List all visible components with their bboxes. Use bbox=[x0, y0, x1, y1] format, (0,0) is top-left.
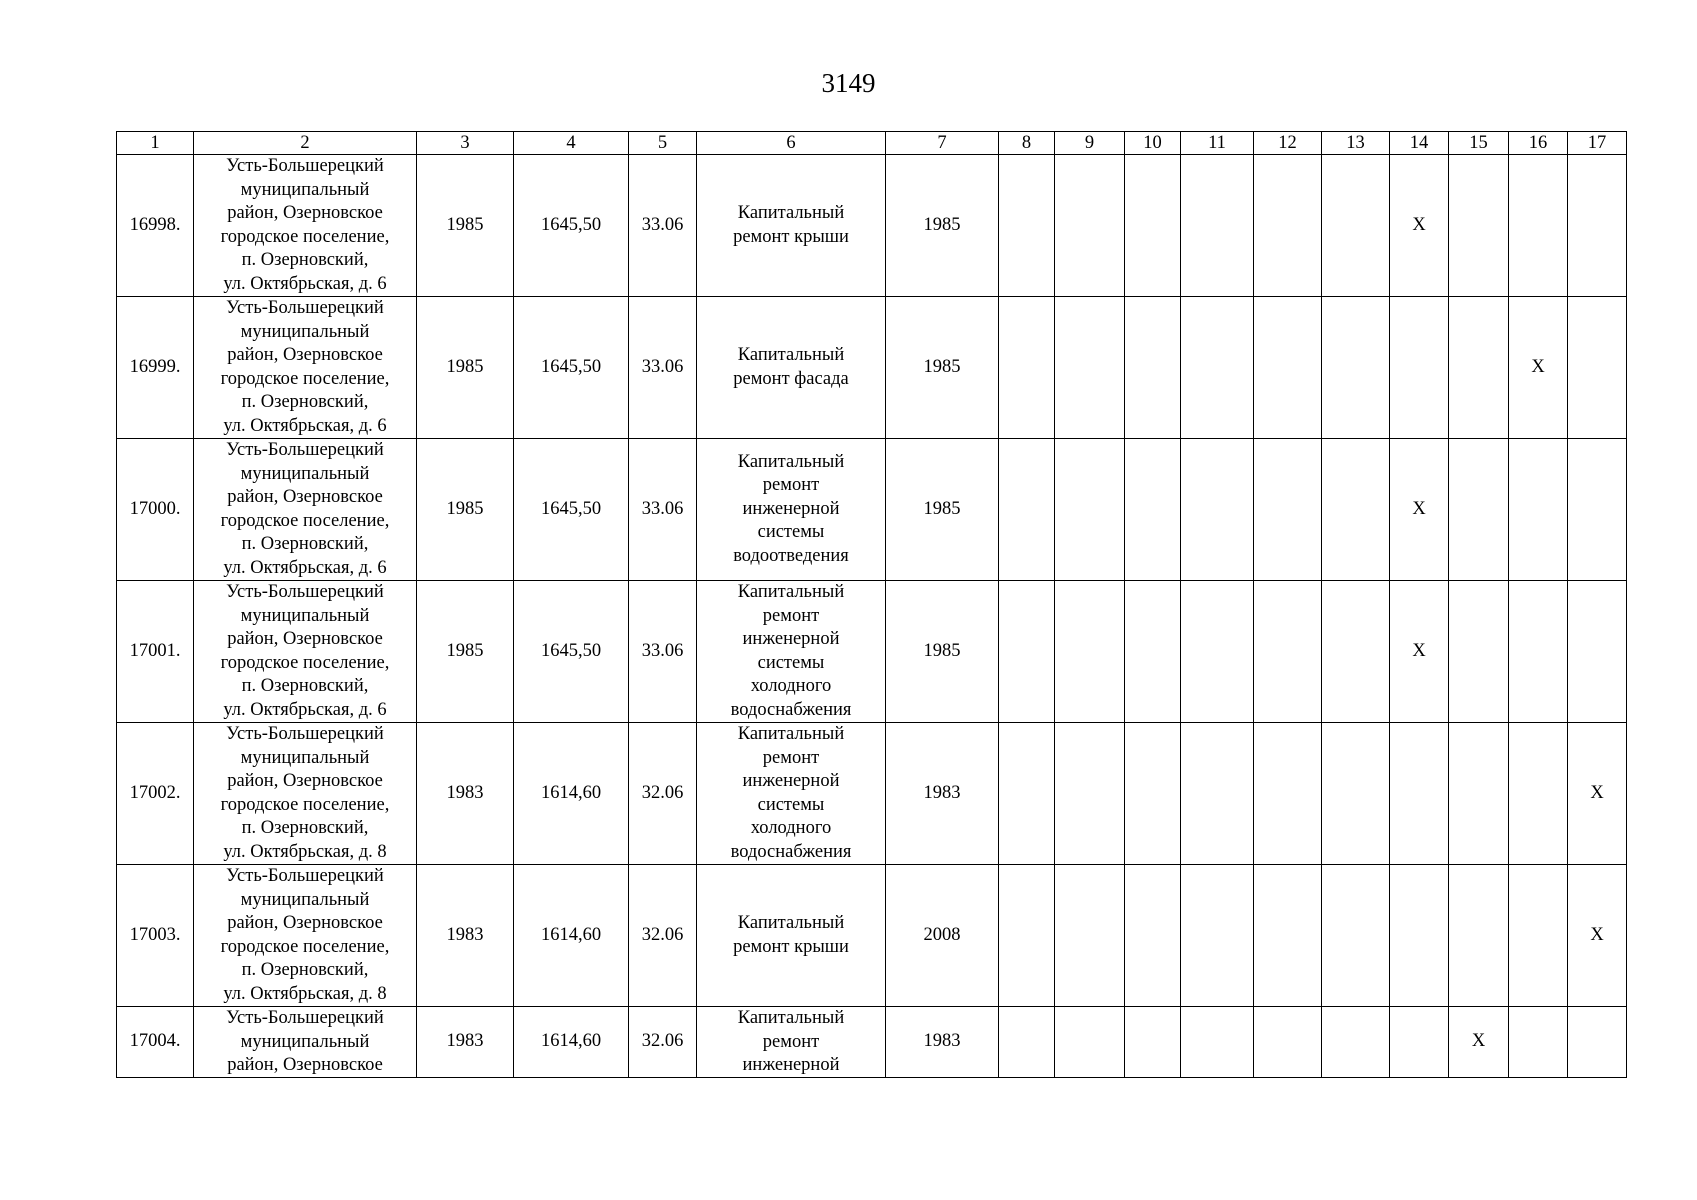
code-text: 32.06 bbox=[641, 924, 684, 945]
col15-cell bbox=[1449, 297, 1509, 439]
table-row bbox=[117, 439, 1627, 581]
code-cell bbox=[629, 297, 697, 439]
work-type-text: Капитальный ремонт инженерной системы водоотведения bbox=[733, 451, 849, 566]
build-year-cell bbox=[417, 865, 514, 1007]
row-number-text: 17000. bbox=[129, 498, 181, 519]
col10-cell bbox=[1125, 297, 1181, 439]
col16-cell bbox=[1509, 439, 1568, 581]
code-text: 32.06 bbox=[641, 782, 684, 803]
col9-cell bbox=[1055, 723, 1125, 865]
code-text: 33.06 bbox=[641, 640, 684, 661]
table-row bbox=[117, 1007, 1627, 1078]
column-header: 17 bbox=[1568, 132, 1627, 155]
year-cell bbox=[886, 1007, 999, 1078]
col16-text: Х bbox=[1531, 356, 1545, 377]
work-type-cell bbox=[697, 155, 886, 297]
build-year-text: 1985 bbox=[446, 640, 484, 661]
col10-cell bbox=[1125, 1007, 1181, 1078]
area-text: 1614,60 bbox=[540, 782, 602, 803]
col13-cell bbox=[1322, 581, 1390, 723]
col8-cell bbox=[999, 581, 1055, 723]
col11-cell bbox=[1181, 581, 1254, 723]
area-cell bbox=[514, 439, 629, 581]
col16-cell bbox=[1509, 723, 1568, 865]
col10-cell bbox=[1125, 155, 1181, 297]
work-type-text: Капитальный ремонт фасада bbox=[733, 345, 849, 389]
row-number-text: 17003. bbox=[129, 924, 181, 945]
code-cell bbox=[629, 581, 697, 723]
address-text: Усть-Большерецкий муниципальный район, Озерновское городское поселение, п. Озерновский, ул. Октябрьская, д. 8 bbox=[220, 724, 390, 862]
row-number-text: 16998. bbox=[129, 214, 181, 235]
col8-cell bbox=[999, 723, 1055, 865]
year-cell bbox=[886, 155, 999, 297]
address-text: Усть-Большерецкий муниципальный район, Озерновское городское поселение, п. Озерновский, ул. Октябрьская, д. 6 bbox=[220, 440, 390, 578]
col16-cell bbox=[1509, 1007, 1568, 1078]
col14-cell bbox=[1390, 723, 1449, 865]
build-year-text: 1983 bbox=[446, 924, 484, 945]
col14-text: Х bbox=[1412, 640, 1426, 661]
build-year-text: 1985 bbox=[446, 356, 484, 377]
col15-cell bbox=[1449, 1007, 1509, 1078]
area-text: 1645,50 bbox=[540, 498, 602, 519]
col10-cell bbox=[1125, 865, 1181, 1007]
col13-cell bbox=[1322, 865, 1390, 1007]
col14-text: Х bbox=[1412, 214, 1426, 235]
page-number: 3149 bbox=[821, 68, 876, 98]
column-header: 5 bbox=[629, 132, 697, 155]
col17-cell bbox=[1568, 723, 1627, 865]
column-header: 8 bbox=[999, 132, 1055, 155]
col11-cell bbox=[1181, 155, 1254, 297]
col9-cell bbox=[1055, 1007, 1125, 1078]
build-year-cell bbox=[417, 439, 514, 581]
column-header: 1 bbox=[117, 132, 194, 155]
year-text: 1983 bbox=[923, 782, 961, 803]
col12-cell bbox=[1254, 723, 1322, 865]
row-number-text: 17001. bbox=[129, 640, 181, 661]
address-cell bbox=[194, 1007, 417, 1078]
row-number-cell bbox=[117, 865, 194, 1007]
address-cell bbox=[194, 297, 417, 439]
column-header: 7 bbox=[886, 132, 999, 155]
work-type-text: Капитальный ремонт инженерной системы холодного водоснабжения bbox=[730, 582, 852, 720]
col15-cell bbox=[1449, 439, 1509, 581]
row-number-cell bbox=[117, 439, 194, 581]
area-cell bbox=[514, 1007, 629, 1078]
address-cell bbox=[194, 439, 417, 581]
year-text: 1985 bbox=[923, 214, 961, 235]
col11-cell bbox=[1181, 1007, 1254, 1078]
col17-cell bbox=[1568, 439, 1627, 581]
col17-cell bbox=[1568, 297, 1627, 439]
col13-cell bbox=[1322, 723, 1390, 865]
col8-cell bbox=[999, 865, 1055, 1007]
col13-cell bbox=[1322, 1007, 1390, 1078]
build-year-cell bbox=[417, 297, 514, 439]
table-body bbox=[117, 155, 1627, 1078]
area-cell bbox=[514, 865, 629, 1007]
col8-cell bbox=[999, 297, 1055, 439]
col12-cell bbox=[1254, 439, 1322, 581]
work-type-text: Капитальный ремонт крыши bbox=[733, 203, 849, 247]
work-type-cell bbox=[697, 723, 886, 865]
header-row bbox=[117, 132, 1627, 155]
col10-cell bbox=[1125, 439, 1181, 581]
col9-cell bbox=[1055, 865, 1125, 1007]
column-header: 3 bbox=[417, 132, 514, 155]
column-header: 6 bbox=[697, 132, 886, 155]
area-cell bbox=[514, 723, 629, 865]
col9-cell bbox=[1055, 155, 1125, 297]
year-cell bbox=[886, 297, 999, 439]
row-number-cell bbox=[117, 1007, 194, 1078]
address-cell bbox=[194, 723, 417, 865]
address-text: Усть-Большерецкий муниципальный район, Озерновское городское поселение, п. Озерновский, ул. Октябрьская, д. 6 bbox=[220, 298, 390, 436]
code-cell bbox=[629, 1007, 697, 1078]
area-text: 1614,60 bbox=[540, 924, 602, 945]
col13-cell bbox=[1322, 155, 1390, 297]
column-header: 10 bbox=[1125, 132, 1181, 155]
build-year-text: 1985 bbox=[446, 498, 484, 519]
col16-cell bbox=[1509, 297, 1568, 439]
address-text: Усть-Большерецкий муниципальный район, Озерновское bbox=[226, 1008, 384, 1075]
col14-cell bbox=[1390, 155, 1449, 297]
year-text: 1985 bbox=[923, 356, 961, 377]
col15-cell bbox=[1449, 865, 1509, 1007]
col8-cell bbox=[999, 439, 1055, 581]
col11-cell bbox=[1181, 865, 1254, 1007]
area-text: 1645,50 bbox=[540, 640, 602, 661]
column-header: 13 bbox=[1322, 132, 1390, 155]
col8-cell bbox=[999, 1007, 1055, 1078]
col14-text: Х bbox=[1412, 498, 1426, 519]
address-cell bbox=[194, 865, 417, 1007]
col12-cell bbox=[1254, 155, 1322, 297]
code-cell bbox=[629, 865, 697, 1007]
row-number-text: 17004. bbox=[129, 1031, 181, 1052]
column-header: 12 bbox=[1254, 132, 1322, 155]
col16-cell bbox=[1509, 581, 1568, 723]
code-text: 32.06 bbox=[641, 1031, 684, 1052]
col10-cell bbox=[1125, 581, 1181, 723]
row-number-cell bbox=[117, 155, 194, 297]
area-cell bbox=[514, 581, 629, 723]
address-text: Усть-Большерецкий муниципальный район, Озерновское городское поселение, п. Озерновский, ул. Октябрьская, д. 6 bbox=[220, 156, 390, 294]
col15-cell bbox=[1449, 723, 1509, 865]
col11-cell bbox=[1181, 723, 1254, 865]
table-row bbox=[117, 723, 1627, 865]
work-type-cell bbox=[697, 297, 886, 439]
col14-cell bbox=[1390, 297, 1449, 439]
column-header: 14 bbox=[1390, 132, 1449, 155]
build-year-text: 1985 bbox=[446, 214, 484, 235]
year-text: 2008 bbox=[923, 924, 961, 945]
col9-cell bbox=[1055, 297, 1125, 439]
table-row bbox=[117, 581, 1627, 723]
build-year-cell bbox=[417, 1007, 514, 1078]
code-text: 33.06 bbox=[641, 356, 684, 377]
col14-cell bbox=[1390, 581, 1449, 723]
column-header: 4 bbox=[514, 132, 629, 155]
col8-cell bbox=[999, 155, 1055, 297]
col15-text: Х bbox=[1471, 1031, 1486, 1052]
column-header: 16 bbox=[1509, 132, 1568, 155]
row-number-cell bbox=[117, 723, 194, 865]
build-year-cell bbox=[417, 581, 514, 723]
work-type-cell bbox=[697, 581, 886, 723]
row-number-cell bbox=[117, 581, 194, 723]
row-number-text: 16999. bbox=[129, 356, 181, 377]
col9-cell bbox=[1055, 581, 1125, 723]
col14-cell bbox=[1390, 865, 1449, 1007]
col12-cell bbox=[1254, 581, 1322, 723]
address-text: Усть-Большерецкий муниципальный район, Озерновское городское поселение, п. Озерновский, ул. Октябрьская, д. 8 bbox=[220, 866, 390, 1004]
work-type-cell bbox=[697, 439, 886, 581]
col17-cell bbox=[1568, 155, 1627, 297]
code-cell bbox=[629, 155, 697, 297]
code-cell bbox=[629, 723, 697, 865]
col16-cell bbox=[1509, 865, 1568, 1007]
year-cell bbox=[886, 439, 999, 581]
address-cell bbox=[194, 581, 417, 723]
area-text: 1645,50 bbox=[540, 356, 602, 377]
area-cell bbox=[514, 297, 629, 439]
data-table bbox=[116, 131, 1627, 1078]
col11-cell bbox=[1181, 297, 1254, 439]
col15-cell bbox=[1449, 155, 1509, 297]
column-header: 2 bbox=[194, 132, 417, 155]
row-number-text: 17002. bbox=[129, 782, 181, 803]
area-cell bbox=[514, 155, 629, 297]
col16-cell bbox=[1509, 155, 1568, 297]
col12-cell bbox=[1254, 297, 1322, 439]
col15-cell bbox=[1449, 581, 1509, 723]
row-number-cell bbox=[117, 297, 194, 439]
col17-text: Х bbox=[1590, 782, 1604, 803]
build-year-text: 1983 bbox=[446, 1031, 484, 1052]
col17-cell bbox=[1568, 1007, 1627, 1078]
area-text: 1614,60 bbox=[540, 1031, 602, 1052]
code-text: 33.06 bbox=[641, 214, 684, 235]
table-row bbox=[117, 297, 1627, 439]
table-row bbox=[117, 865, 1627, 1007]
work-type-text: Капитальный ремонт инженерной bbox=[737, 1008, 845, 1075]
col13-cell bbox=[1322, 439, 1390, 581]
col17-cell bbox=[1568, 865, 1627, 1007]
work-type-text: Капитальный ремонт инженерной системы холодного водоснабжения bbox=[730, 724, 852, 862]
address-cell bbox=[194, 155, 417, 297]
year-text: 1983 bbox=[923, 1031, 961, 1052]
table-row bbox=[117, 155, 1627, 297]
column-header: 11 bbox=[1181, 132, 1254, 155]
column-header: 9 bbox=[1055, 132, 1125, 155]
column-header: 15 bbox=[1449, 132, 1509, 155]
work-type-cell bbox=[697, 865, 886, 1007]
col17-cell bbox=[1568, 581, 1627, 723]
year-cell bbox=[886, 865, 999, 1007]
col9-cell bbox=[1055, 439, 1125, 581]
build-year-cell bbox=[417, 155, 514, 297]
col11-cell bbox=[1181, 439, 1254, 581]
col12-cell bbox=[1254, 865, 1322, 1007]
address-text: Усть-Большерецкий муниципальный район, Озерновское городское поселение, п. Озерновский, ул. Октябрьская, д. 6 bbox=[220, 582, 390, 720]
col10-cell bbox=[1125, 723, 1181, 865]
col17-text: Х bbox=[1590, 924, 1604, 945]
year-cell bbox=[886, 723, 999, 865]
code-cell bbox=[629, 439, 697, 581]
col12-cell bbox=[1254, 1007, 1322, 1078]
year-text: 1985 bbox=[923, 640, 961, 661]
work-type-text: Капитальный ремонт крыши bbox=[733, 913, 849, 957]
build-year-cell bbox=[417, 723, 514, 865]
build-year-text: 1983 bbox=[446, 782, 484, 803]
code-text: 33.06 bbox=[641, 498, 684, 519]
col13-cell bbox=[1322, 297, 1390, 439]
col14-cell bbox=[1390, 1007, 1449, 1078]
area-text: 1645,50 bbox=[540, 214, 602, 235]
year-cell bbox=[886, 581, 999, 723]
col14-cell bbox=[1390, 439, 1449, 581]
year-text: 1985 bbox=[923, 498, 961, 519]
work-type-cell bbox=[697, 1007, 886, 1078]
